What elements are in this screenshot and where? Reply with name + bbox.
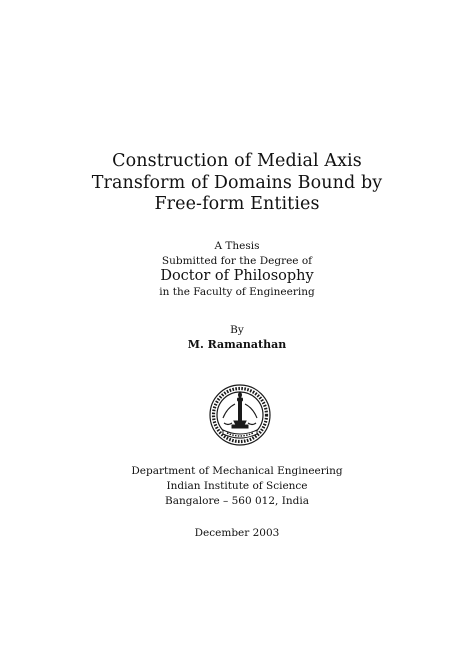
author-name: M. Ramanathan (187, 338, 287, 351)
submitted-for-text: Submitted for the Degree of (161, 255, 313, 267)
title-line-3: Free-form Entities (154, 194, 320, 214)
title-line-1: Construction of Medial Axis (112, 151, 362, 171)
faculty-text: in the Faculty of Engineering (159, 286, 315, 298)
address-text: Bangalore – 560 012, India (165, 495, 309, 507)
by-text: By (230, 324, 244, 336)
department-text: Department of Mechanical Engineering (131, 465, 343, 477)
institute-seal-icon (207, 382, 273, 450)
date-text: December 2003 (194, 527, 280, 539)
institute-text: Indian Institute of Science (166, 480, 308, 492)
degree-name: Doctor of Philosophy (160, 268, 314, 284)
title-line-2: Transform of Domains Bound by (91, 173, 383, 193)
thesis-label: A Thesis (214, 240, 260, 252)
